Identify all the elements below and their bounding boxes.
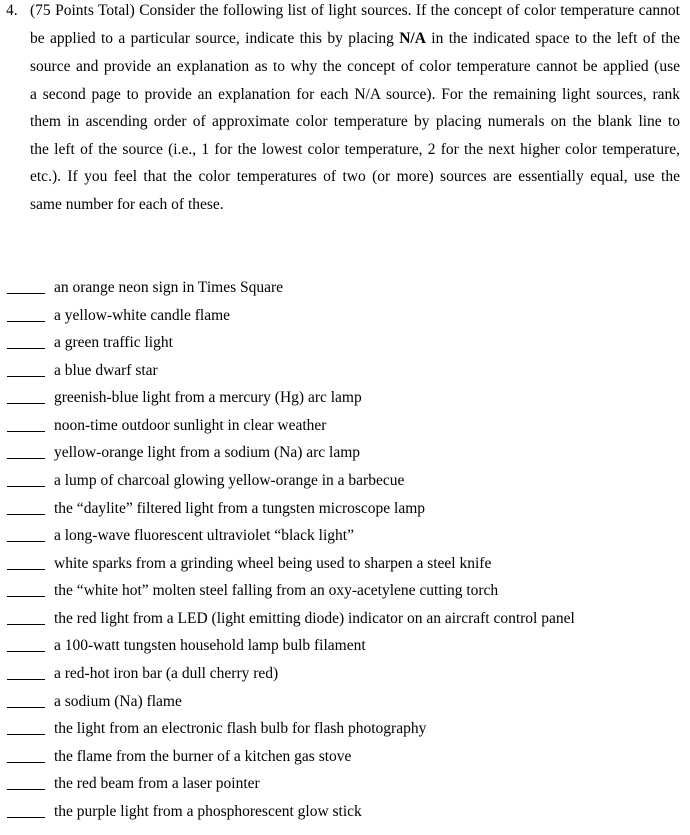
answer-blank[interactable]: [7, 679, 45, 680]
question-line-6: the left of the source (i.e., 1 for the lowest color temperature, 2 for the next higher color temperature,: [30, 141, 680, 158]
answer-blank[interactable]: [7, 431, 45, 432]
answer-blank[interactable]: [7, 458, 45, 459]
answer-blank[interactable]: [7, 734, 45, 735]
question-line-8: same number for each of these.: [30, 196, 224, 213]
list-item: [0, 637, 690, 657]
source-label: greenish-blue light from a mercury (Hg) arc lamp: [54, 389, 362, 406]
source-label: the red beam from a laser pointer: [54, 775, 260, 792]
source-label: an orange neon sign in Times Square: [54, 279, 284, 296]
answer-blank[interactable]: [7, 651, 45, 652]
list-item: [0, 362, 690, 382]
question-line-1: (75 Points Total) Consider the following list of light sources. If the concept of color temperature cannot: [30, 2, 680, 19]
list-item: [0, 555, 690, 575]
source-label: white sparks from a grinding wheel being used to sharpen a steel knife: [54, 555, 492, 572]
list-item: [0, 527, 690, 547]
source-label: the “white hot” molten steel falling from an oxy-acetylene cutting torch: [54, 582, 499, 599]
list-item: [0, 472, 690, 492]
list-item: [0, 775, 690, 795]
question-line-2-post: in the indicated space to the left of the: [425, 30, 680, 47]
list-item: [0, 693, 690, 713]
question-line-3: source and provide an explanation as to why the concept of color temperature cannot be applied (use: [30, 58, 680, 75]
source-label: a lump of charcoal glowing yellow-orange in a barbecue: [54, 472, 405, 489]
answer-blank[interactable]: [7, 348, 45, 349]
list-item: [0, 610, 690, 630]
question-number: 4.: [6, 2, 18, 19]
source-label: the light from an electronic flash bulb for flash photography: [54, 720, 427, 737]
source-label: a green traffic light: [54, 334, 173, 351]
source-label: the flame from the burner of a kitchen gas stove: [54, 748, 352, 765]
na-bold-text: N/A: [399, 30, 426, 47]
source-label: a yellow-white candle flame: [54, 307, 231, 324]
answer-blank[interactable]: [7, 707, 45, 708]
answer-blank[interactable]: [7, 624, 45, 625]
answer-blank[interactable]: [7, 541, 45, 542]
list-item: [0, 803, 690, 823]
source-label: a red-hot iron bar (a dull cherry red): [54, 665, 279, 682]
source-label: a long-wave fluorescent ultraviolet “black light”: [54, 527, 354, 544]
list-item: [0, 748, 690, 768]
source-label: a sodium (Na) flame: [54, 693, 182, 710]
question-line-2-pre: be applied to a particular source, indicate this by placing: [30, 30, 400, 47]
answer-blank[interactable]: [7, 789, 45, 790]
answer-blank[interactable]: [7, 321, 45, 322]
answer-blank[interactable]: [7, 293, 45, 294]
answer-blank[interactable]: [7, 486, 45, 487]
list-item: [0, 389, 690, 409]
answer-blank[interactable]: [7, 569, 45, 570]
list-item: [0, 279, 690, 299]
question-line-4: a second page to provide an explanation for each N/A source). For the remaining light sources, rank: [30, 86, 680, 103]
list-item: [0, 334, 690, 354]
list-item: [0, 444, 690, 464]
question-line-2: [30, 30, 680, 48]
source-label: yellow-orange light from a sodium (Na) arc lamp: [54, 444, 361, 461]
source-label: the purple light from a phosphorescent glow stick: [54, 803, 362, 820]
list-item: [0, 307, 690, 327]
list-item: [0, 582, 690, 602]
source-label: the “daylite” filtered light from a tungsten microscope lamp: [54, 500, 426, 517]
source-label: the red light from a LED (light emitting diode) indicator on an aircraft control panel: [54, 610, 575, 627]
source-label: a blue dwarf star: [54, 362, 158, 379]
answer-blank[interactable]: [7, 376, 45, 377]
answer-blank[interactable]: [7, 596, 45, 597]
answer-blank[interactable]: [7, 403, 45, 404]
answer-blank[interactable]: [7, 817, 45, 818]
question-line-7: etc.). If you feel that the color temperatures of two (or more) sources are essentially equal, use the: [30, 168, 680, 185]
list-item: [0, 665, 690, 685]
answer-blank[interactable]: [7, 762, 45, 763]
source-label: a 100-watt tungsten household lamp bulb filament: [54, 637, 366, 654]
list-item: [0, 417, 690, 437]
source-label: noon-time outdoor sunlight in clear weather: [54, 417, 327, 434]
question-line-5: them in ascending order of approximate color temperature by placing numerals on the blank line to: [30, 113, 680, 130]
list-item: [0, 500, 690, 520]
list-item: [0, 720, 690, 740]
answer-blank[interactable]: [7, 514, 45, 515]
